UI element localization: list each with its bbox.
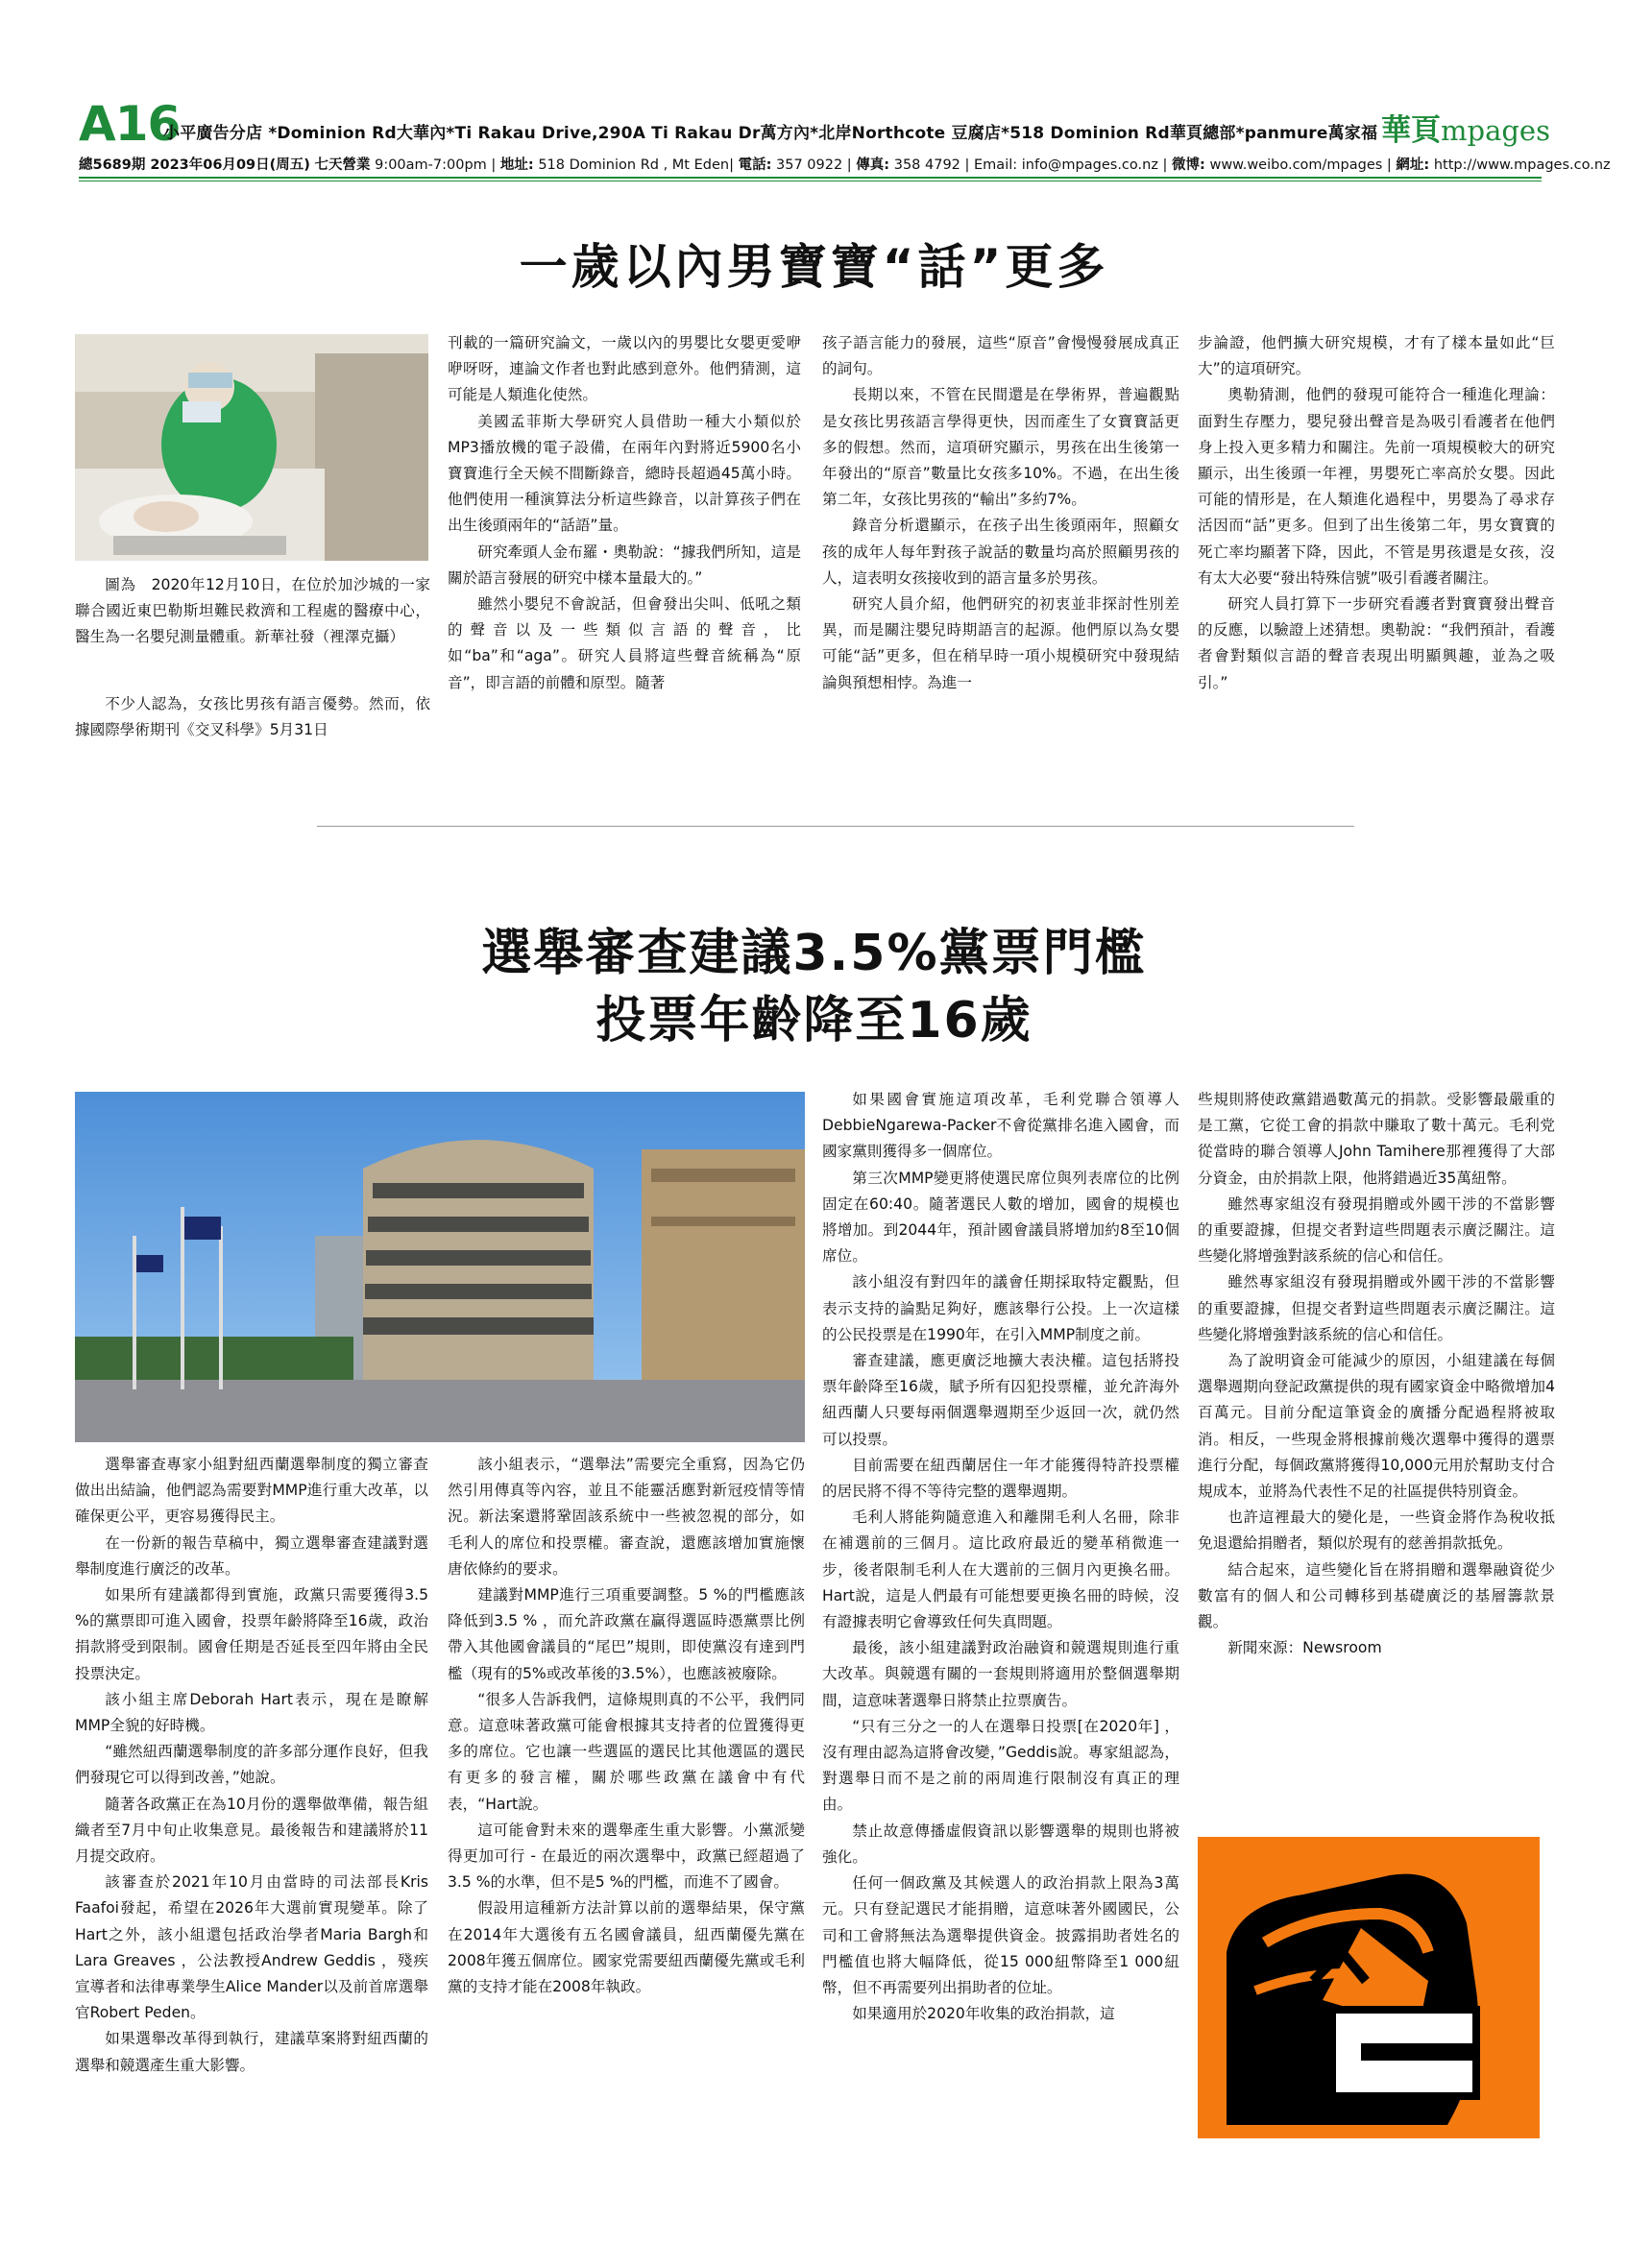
article1-col4: [1198, 330, 1555, 696]
weibo[interactable]: www.weibo.com/mpages: [1209, 157, 1383, 173]
paragraph: 刊載的一篇研究論文，一歲以內的男嬰比女嬰更愛咿咿呀呀，連論文作者也對此感到意外。他們猜測，這可能是人類進化使然。: [448, 334, 801, 404]
paragraph: 錄音分析還顯示，在孩子出生後頭兩年，照顧女孩的成年人每年對孩子說話的數量均高於照顧男孩的人，這表明女孩接收到的語言量多於男孩。: [822, 517, 1179, 587]
fax: 358 4792: [893, 157, 960, 173]
page-number: A16: [79, 96, 181, 152]
address: 518 Dominion Rd , Mt Eden|: [538, 157, 734, 173]
paragraph: 雖然專家組沒有發現捐贈或外國干涉的不當影響的重要證據，但提交者對這些問題表示廣泛關注。這些變化將增強對該系統的信心和信任。: [1198, 1273, 1555, 1343]
article1-caption: [75, 572, 430, 651]
paragraph: 如果國會實施這項改革，毛利党聯合領導人DebbieNgarewa-Packer不會從黨排名進入國會，而國家黨則獲得多一個席位。: [822, 1091, 1179, 1161]
paragraph: 研究人員打算下一步研究看護者對寶寶發出聲音的反應，以驗證上述猜想。奧勒說：“我們預計，看護者會對類似言語的聲音表現出明顯興趣，並為之吸引。”: [1198, 595, 1555, 691]
hours: 9:00am-7:00pm: [375, 157, 487, 173]
email[interactable]: Email: info@mpages.co.nz: [974, 157, 1158, 173]
article2-col3: [822, 1087, 1179, 2027]
article2-title-line2: 投票年齡降至16歲: [595, 992, 1033, 1050]
article1-col1: [75, 691, 430, 743]
paragraph: 研究人員介紹，他們研究的初衷並非探討性別差異，而是關注嬰兒時期語言的起源。他們原以為女嬰可能“話”更多，但在稍早時一項小規模研究中發現結論與預想相悖。為進一: [822, 595, 1179, 691]
paragraph: 第三次MMP變更將使選民席位與列表席位的比例固定在60:40。隨著選民人數的增加，國會的規模也將增加。到2044年，預計國會議員將增加約8至10個席位。: [822, 1169, 1179, 1266]
paragraph: 選舉審查專家小組對紐西蘭選舉制度的獨立審查做出出結論，他們認為需要對MMP進行重大改革，以確保更公平，更容易獲得民主。: [75, 1456, 428, 1526]
weibo-label: 微博:: [1172, 157, 1205, 173]
paragraph: 審查建議，應更廣泛地擴大表決權。這包括將投票年齡降至16歲，賦予所有囚犯投票權，並允許海外紐西蘭人只要每兩個選舉週期至少返回一次，就仍然可以投票。: [822, 1352, 1179, 1448]
beehive-parliament-photo: [75, 1092, 805, 1442]
article1-col2: [448, 330, 801, 696]
paragraph: 奧勒猜測，他們的發現可能符合一種進化理論：面對生存壓力，嬰兒發出聲音是為吸引看護者在他們身上投入更多精力和關注。先前一項規模較大的研究顯示，出生後頭一年裡，男嬰死亡率高於女嬰。因此可能的情形是，在人類進化過程中，男嬰為了尋求存活因而“話”更多。但到了出生後第二年，男女寶寶的死亡率均顯著下降，因此，不管是男孩還是女孩，沒有太大必要“發出特殊信號”吸引看護者關注。: [1198, 386, 1555, 587]
paragraph: 該小組表示，“選舉法”需要完全重寫，因為它仍然引用傳真等內容，並且不能靈活應對新冠疫情等情況。新法案還將鞏固該系統中一些被忽視的部分，如毛利人的席位和投票權。審查說，還應該增加實施懷唐依條約的要求。: [448, 1456, 805, 1578]
article2-title-line1: 選舉審查建議3.5%黨票門檻: [481, 925, 1147, 982]
paragraph: 該小組主席Deborah Hart表示，現在是瞭解MMP全貌的好時機。: [75, 1690, 428, 1735]
article2-col4: [1198, 1087, 1555, 1661]
paragraph: 長期以來，不管在民間還是在學術界，普遍觀點是女孩比男孩語言學得更快，因而產生了女寶寶話更多的假想。然而，這項研究顯示，男孩在出生後第一年發出的“原音”數量比女孩多10%。不過，在出生後第二年，女孩比男孩的“輸出”多約7%。: [822, 386, 1179, 509]
article2-col2: [448, 1452, 805, 2000]
phone-label: 電話:: [738, 157, 772, 173]
paragraph: 如果適用於2020年收集的政治捐款，這: [852, 2005, 1115, 2023]
paragraph: 不少人認為，女孩比男孩有語言優勢。然而，依據國際學術期刊《交叉科學》5月31日: [75, 695, 430, 739]
fax-label: 傳真:: [856, 157, 890, 173]
paragraph: 禁止故意傳播虛假資訊以影響選舉的規則也將被強化。: [822, 1822, 1179, 1866]
brand-en: mpages: [1441, 114, 1550, 147]
ballot-box-hand-icon: [1198, 1837, 1540, 2138]
paragraph: 目前需要在紐西蘭居住一年才能獲得特許投票權的居民將不得不等待完整的選舉週期。: [822, 1456, 1179, 1501]
article2-col1: [75, 1452, 428, 2079]
paragraph: 結合起來，這些變化旨在將捐贈和選舉融資從少數富有的個人和公司轉移到基礎廣泛的基層籌款景觀。: [1198, 1560, 1555, 1631]
paragraph: “只有三分之一的人在選舉日投票[在2020年] ，沒有理由認為這將會改變，”Geddis說。專家組認為，對選舉日而不是之前的兩周進行限制沒有真正的理由。: [822, 1717, 1179, 1814]
brand-cn: 華頁: [1381, 113, 1441, 148]
paragraph: 孩子語言能力的發展，這些“原音”會慢慢發展成真正的詞句。: [822, 334, 1179, 378]
paragraph: 隨著各政黨正在為10月份的選舉做準備，報告組織者至7月中旬止收集意見。最後報告和建議將於11月提交政府。: [75, 1795, 428, 1866]
paragraph: 也許這裡最大的變化是，一些資金將作為稅收抵免退還給捐贈者，類似於現有的慈善捐款抵免。: [1198, 1508, 1555, 1553]
website-label: 網址:: [1396, 157, 1430, 173]
issue-info-line: 總5689期 2023年06月09日(周五) 七天營業 9:00am-7:00pm | 地址: 518 Dominion Rd , Mt Eden| 電話: 357 0922 | 傳真: 358 4792 | Email: info@mpages.co.nz | 微博: www.weibo.com/mpages | 網址: http://www.mpages.co.nz: [79, 157, 1611, 173]
paragraph: 毛利人將能夠隨意進入和離開毛利人名冊，除非在補選前的三個月。這比政府最近的變革稍微進一步，後者限制毛利人在大選前的三個月內更換名冊。Hart說，這是人們最有可能想要更換名冊的時候，沒有證據表明它會導致任何失真問題。: [822, 1508, 1179, 1631]
article-divider: [317, 826, 1354, 827]
paragraph: 研究牽頭人金布羅・奧勒說：“據我們所知，這是關於語言發展的研究中樣本量最大的。”: [448, 543, 801, 587]
header-rule: [79, 177, 1542, 179]
phone: 357 0922: [776, 157, 843, 173]
paragraph: 建議對MMP進行三項重要調整。5 %的門檻應該降低到3.5 % ，而允許政黨在贏得選區時憑黨票比例帶入其他國會議員的“尾巴”規則，即使黨沒有達到門檻（現有的5%或改革後的3.5%），也應該被廢除。: [448, 1586, 805, 1682]
paragraph: “很多人告訴我們，這條規則真的不公平，我們同意。這意味著政黨可能會根據其支持者的位置獲得更多的席位。它也讓一些選區的選民比其他選區的選民有更多的發言權，關於哪些政黨在議會中有代表，“Hart說。: [448, 1690, 805, 1813]
paragraph: 美國孟菲斯大學研究人員借助一種大小類似於MP3播放機的電子設備，在兩年內對將近5900名小寶寶進行全天候不間斷錄音，總時長超過45萬小時。他們使用一種演算法分析這些錄音，以計算孩子們在出生後頭兩年的“話語”量。: [448, 412, 801, 535]
paragraph: 些規則將使政黨錯過數萬元的捐款。受影響最嚴重的是工黨，它從工會的捐款中賺取了數十萬元。毛利党從當時的聯合領導人John Tamihere那裡獲得了大部分資金，由於捐款上限，他將錯過近35萬紐幣。: [1198, 1091, 1555, 1187]
paragraph: 在一份新的報告草稿中，獨立選舉審查建議對選舉制度進行廣泛的改革。: [75, 1533, 428, 1578]
news-source: 新聞來源：Newsroom: [1227, 1639, 1382, 1657]
paragraph: 這可能會對未來的選舉產生重大影響。小黨派變得更加可行 - 在最近的兩次選舉中，政黨已經超過了3.5 %的水準，但不是5 %的門檻，而進不了國會。: [448, 1821, 805, 1892]
paragraph: 雖然專家組沒有發現捐贈或外國干涉的不當影響的重要證據，但提交者對這些問題表示廣泛關注。這些變化將增強對該系統的信心和信任。: [1198, 1194, 1555, 1266]
website[interactable]: http://www.mpages.co.nz: [1433, 157, 1611, 173]
distribution-line: 小平廣告分店 *Dominion Rd大華內*Ti Rakau Drive,290A Ti Rakau Dr萬方內*北岸Northcote 豆腐店*518 Dominion Rd華頁總部*panmure萬家福: [163, 124, 1378, 143]
article1-col3: [822, 330, 1179, 696]
paragraph: 為了說明資金可能減少的原因，小組建議在每個選舉週期向登記政黨提供的現有國家資金中略微增加4百萬元。目前分配這筆資金的廣播分配過程將被取消。相反，一些現金將根據前幾次選舉中獲得的選票進行分配，每個政黨將獲得10,000元用於幫助支付合規成本，並將為代表性不足的社區提供特別資金。: [1198, 1352, 1555, 1501]
article1-title: 一歲以內男寶寶“話”更多: [519, 239, 1109, 295]
paragraph: 該小組沒有對四年的議會任期採取特定觀點，但表示支持的論點足夠好，應該舉行公投。上一次這樣的公民投票是在1990年，在引入MMP制度之前。: [822, 1273, 1179, 1343]
paragraph: 如果選舉改革得到執行，建議草案將對紐西蘭的選舉和競選產生重大影響。: [75, 2030, 428, 2074]
paragraph: 該審查於2021年10月由當時的司法部長Kris Faafoi發起，希望在2026年大選前實現變革。除了Hart之外，該小組還包括政治學者Maria Bargh和Lara Greaves ，公法教授Andrew Geddis ，殘疾宣導者和法律專業學生Alice Mander以及前首席選舉官Robert Peden。: [75, 1873, 428, 2022]
address-label: 地址:: [499, 157, 534, 173]
paragraph: 任何一個政黨及其候選人的政治捐款上限為3萬元。只有登記選民才能捐贈，這意味著外國國民，公司和工會將無法為選舉提供資金。披露捐助者姓名的門檻值也將大幅降低，從15 000紐幣降至1 000紐幣，但不再需要列出捐助者的位址。: [822, 1874, 1179, 1996]
medical-weighing-photo: [75, 334, 428, 561]
hours-label: 七天營業: [314, 157, 371, 173]
paragraph: 假設用這種新方法計算以前的選舉結果，保守黨在2014年大選後有五名國會議員，紐西蘭優先黨在2008年獲五個席位。國家党需要紐西蘭優先黨或毛利黨的支持才能在2008年執政。: [448, 1899, 805, 1996]
paragraph: 雖然小嬰兒不會說話，但會發出尖叫、低吼之類的聲音以及一些類似言語的聲音，比如“ba”和“aga”。研究人員將這些聲音統稱為“原音”，即言語的前體和原型。隨著: [448, 595, 801, 691]
paragraph: 最後，該小組建議對政治融資和競選規則進行重大改革。與競選有關的一套規則將適用於整個選舉期間，這意味著選舉日將禁止拉票廣告。: [822, 1639, 1179, 1709]
paragraph: “雖然紐西蘭選舉制度的許多部分運作良好，但我們發現它可以得到改善，”她說。: [75, 1743, 428, 1787]
paragraph: 如果所有建議都得到實施，政黨只需要獲得3.5 %的黨票即可進入國會，投票年齡將降至16歲，政治捐款將受到限制。國會任期是否延長至四年將由全民投票決定。: [75, 1586, 428, 1682]
paragraph: 步論證，他們擴大研究規模，才有了樣本量如此“巨大”的這項研究。: [1198, 334, 1555, 378]
issue: 總5689期 2023年06月09日(周五): [79, 157, 310, 173]
brand-logo: [1381, 106, 1550, 149]
caption-text: 圖為 2020年12月10日，在位於加沙城的一家聯合國近東巴勒斯坦難民救濟和工程處的醫療中心，醫生為一名嬰兒測量體重。新華社發（裡澤克攝）: [75, 576, 430, 646]
